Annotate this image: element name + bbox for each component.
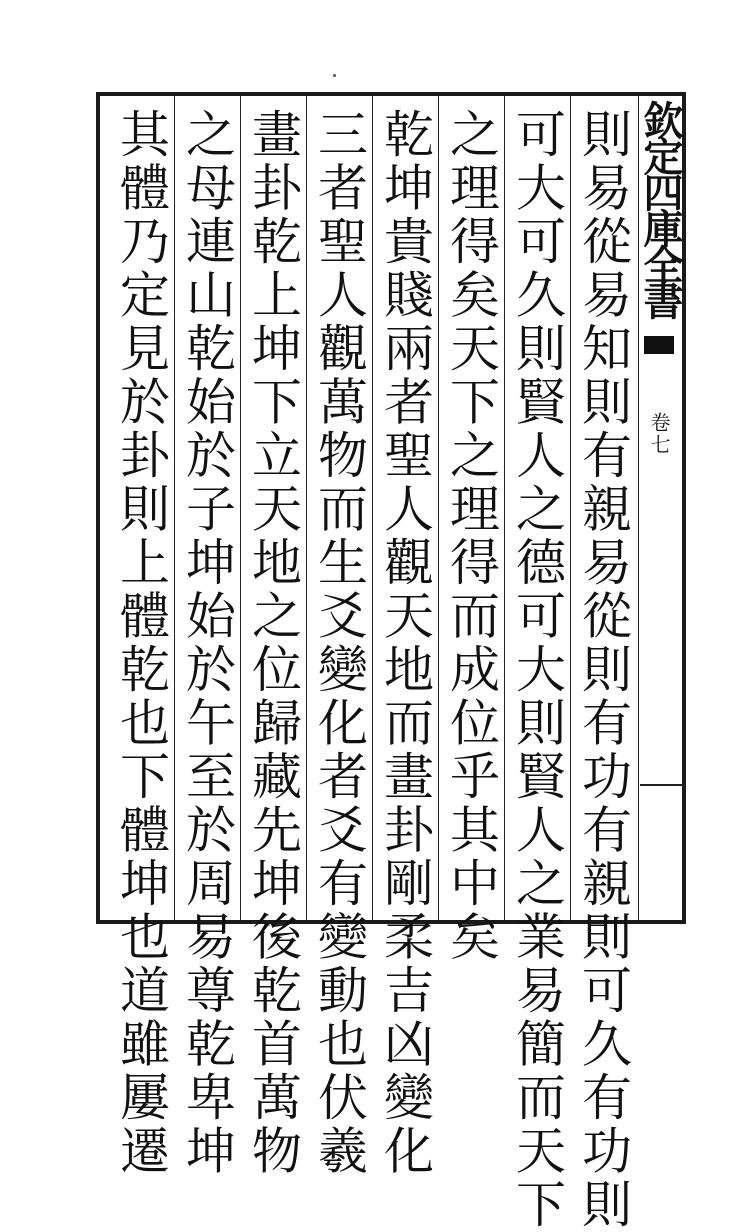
text-column-5: 三者聖人觀萬物而生爻變化者爻有變動也伏羲: [310, 108, 368, 1178]
fish-tail-mark: [644, 336, 674, 354]
text-column-4: 乾坤貴賤兩者聖人觀天地而畫卦剛柔吉凶變化: [376, 108, 434, 1178]
book-title: 欽定四庫全書: [637, 100, 684, 316]
margin-divider: [640, 784, 686, 786]
text-column-1: 則易從易知則有親易從則有功有親則可久有功則: [574, 108, 632, 1232]
ink-speck: [333, 74, 336, 77]
volume-label: 卷七: [647, 412, 671, 456]
text-column-8: 其體乃定見於卦則上體乾也下體坤也道雖屢遷: [112, 108, 170, 1178]
text-column-2: 可大可久則賢人之德可大則賢人之業易簡而天下: [508, 108, 566, 1232]
text-column-6: 畫卦乾上坤下立天地之位歸藏先坤後乾首萬物: [244, 108, 302, 1178]
text-column-3: 之理得矣天下之理得而成位乎其中矣: [442, 108, 500, 964]
text-column-7: 之母連山乾始於子坤始於午至於周易尊乾卑坤: [178, 108, 236, 1178]
